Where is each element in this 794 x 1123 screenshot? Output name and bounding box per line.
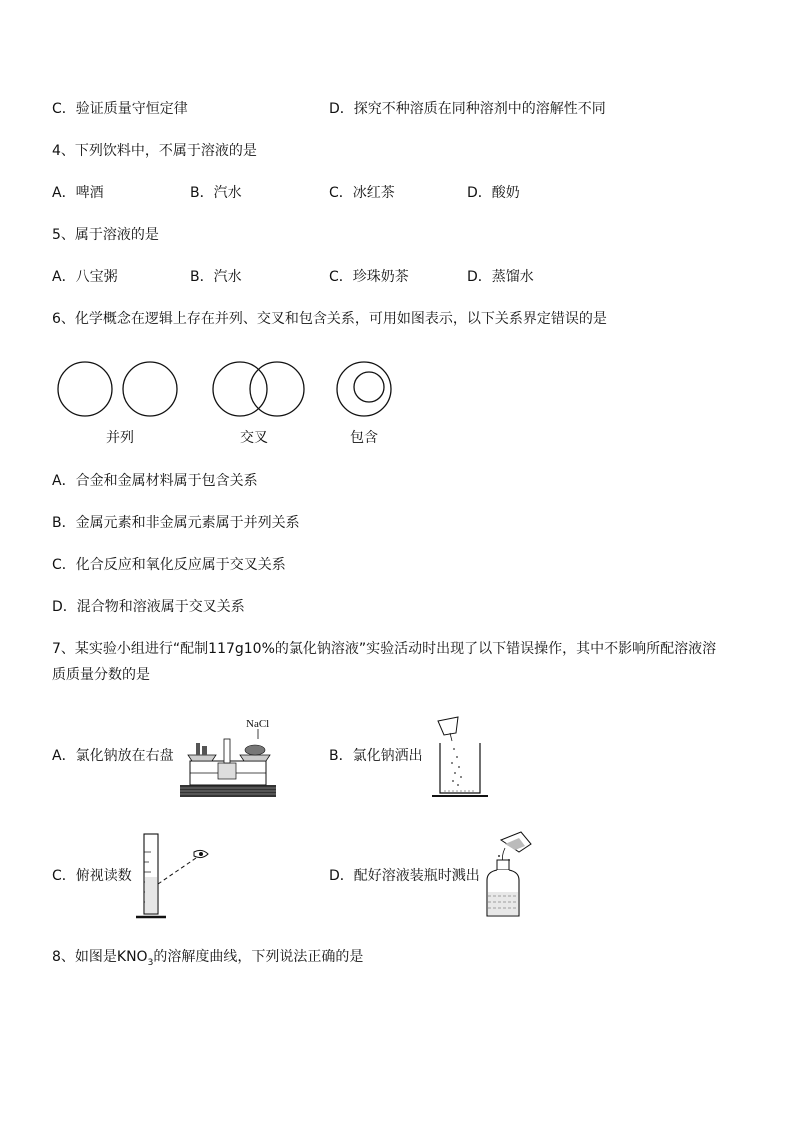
intersect-circle-right: [250, 362, 304, 416]
label-contain: 包含: [350, 430, 378, 446]
q5-option-d: D．蒸馏水: [467, 269, 534, 285]
q8-stem-suffix: 的溶解度曲线，下列说法正确的是: [153, 949, 364, 965]
q4-option-c: C．冰红茶: [329, 185, 395, 201]
nacl-label: NaCl: [246, 718, 270, 730]
q5-stem: 5、属于溶液的是: [52, 227, 159, 243]
q4-option-b: B．汽水: [190, 185, 242, 201]
bottling-illustration: [475, 830, 545, 920]
graduated-cylinder-illustration: [134, 832, 214, 922]
q7-option-a: A．氯化钠放在右盘: [52, 748, 174, 764]
contain-circle-outer: [337, 362, 391, 416]
q6-option-b: B．金属元素和非金属元素属于并列关系: [52, 515, 300, 531]
intersect-circle-left: [213, 362, 267, 416]
beaker-spill-illustration: [430, 715, 490, 800]
q4-stem: 4、下列饮料中，不属于溶液的是: [52, 143, 257, 159]
q6-option-d: D．混合物和溶液属于交叉关系: [52, 599, 245, 615]
q7-stem-line2: 质质量分数的是: [52, 667, 150, 683]
parallel-circle-right: [123, 362, 177, 416]
contain-circle-inner: [354, 372, 384, 402]
q8-stem-subscript: 3: [147, 957, 154, 968]
set-relation-diagram: [50, 355, 450, 425]
q8-stem: [52, 948, 363, 972]
q6-option-a: A．合金和金属材料属于包含关系: [52, 473, 258, 489]
q6-stem: 6、化学概念在逻辑上存在并列、交叉和包含关系，可用如图表示，以下关系界定错误的是: [52, 311, 607, 327]
q4-option-d: D．酸奶: [467, 185, 520, 201]
q5-option-c: C．珍珠奶茶: [329, 269, 409, 285]
q7-option-b: B．氯化钠洒出: [329, 748, 423, 764]
q4-option-a: A．啤酒: [52, 185, 104, 201]
q7-option-d: D．配好溶液装瓶时溅出: [329, 868, 480, 884]
label-intersect: 交叉: [240, 430, 268, 446]
q7-option-c: C．俯视读数: [52, 868, 132, 884]
q7-stem-line1: 7、某实验小组进行“配制117g10%的氯化钠溶液”实验活动时出现了以下错误操作，其中不影响所配溶液溶: [52, 641, 717, 657]
label-parallel: 并列: [106, 430, 134, 446]
q8-stem-prefix: 8、如图是KNO: [52, 949, 148, 965]
q3-option-d: D．探究不种溶质在同种溶剂中的溶解性不同: [329, 101, 606, 117]
q5-option-a: A．八宝粥: [52, 269, 118, 285]
q6-option-c: C．化合反应和氧化反应属于交叉关系: [52, 557, 286, 573]
parallel-circle-left: [58, 362, 112, 416]
q5-option-b: B．汽水: [190, 269, 242, 285]
balance-scale-illustration: [178, 715, 278, 800]
q3-option-c: C．验证质量守恒定律: [52, 101, 188, 117]
